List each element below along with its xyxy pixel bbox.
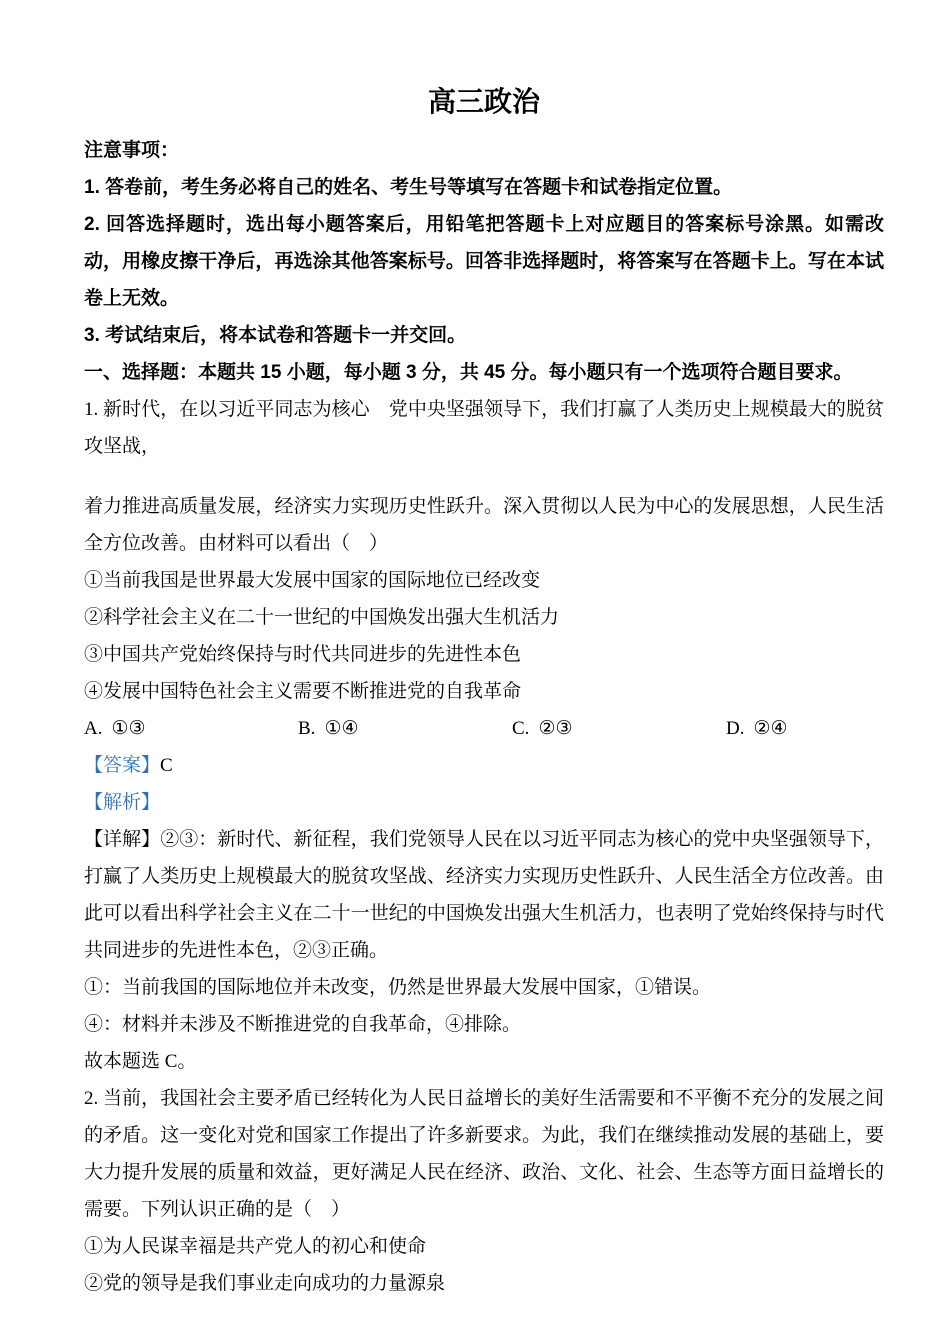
- q1-analysis-label: 【解析】: [84, 792, 161, 813]
- q1-option-a-value: ①③: [111, 718, 146, 739]
- q1-options-row: [84, 710, 884, 747]
- q1-option-b: [298, 710, 512, 747]
- section-heading: 一、选择题：本题共 15 小题，每小题 3 分，共 45 分。每小题只有一个选项符合题目要求。: [84, 362, 853, 383]
- q1-stem-part1: 1. 新时代，在以习近平同志为核心 党中央坚强领导下，我们打赢了人类历史上规模最大的脱贫攻坚战，: [84, 399, 884, 457]
- notice-item-2: 2. 回答选择题时，选出每小题答案后，用铅笔把答题卡上对应题目的答案标号涂黑。如需改动，用橡皮擦干净后，再选涂其他答案标号。回答非选择题时，将答案写在答题卡上。写在本试卷上无效。: [84, 214, 884, 309]
- q1-detail-text-1: ②③：新时代、新征程，我们党领导人民在以习近平同志为核心的党中央坚强领导下，打赢了人类历史上规模最大的脱贫攻坚战、经济实力实现历史性跃升、人民生活全方位改善。由此可以看出科学社会主义在二十一世纪的中国焕发出强大生机活力，也表明了党始终保持与时代共同进步的先进性本色，②③正确。: [84, 829, 884, 961]
- q1-answer-line: [84, 747, 884, 784]
- q1-option-a: [84, 710, 298, 747]
- q2-statement-1: ①为人民谋幸福是共产党人的初心和使命: [84, 1236, 427, 1257]
- q1-detail-label: 【详解】: [84, 829, 161, 850]
- q1-option-b-value: ①④: [324, 718, 359, 739]
- q1-option-c-value: ②③: [538, 718, 573, 739]
- q1-answer-label: 【答案】: [84, 755, 161, 776]
- q1-option-d: [726, 710, 788, 747]
- q2-stem: 2. 当前，我国社会主要矛盾已经转化为人民日益增长的美好生活需要和不平衡不充分的发展之间的矛盾。这一变化对党和国家工作提出了许多新要求。为此，我们在继续推动发展的基础上，要大力提升发展的质量和效益，更好满足人民在经济、政治、文化、社会、生态等方面日益增长的需要。下列认识正确的是（ ）: [84, 1088, 884, 1220]
- q1-answer-value: C: [160, 755, 173, 776]
- q1-option-d-value: ②④: [753, 718, 788, 739]
- q1-option-c: [512, 710, 726, 747]
- q1-statement-3: ③中国共产党始终保持与时代共同进步的先进性本色: [84, 644, 522, 665]
- q1-statement-1: ①当前我国是世界最大发展中国家的国际地位已经改变: [84, 570, 541, 591]
- q1-statement-4: ④发展中国特色社会主义需要不断推进党的自我革命: [84, 681, 522, 702]
- notice-item-1: 1. 答卷前，考生务必将自己的姓名、考生号等填写在答题卡和试卷指定位置。: [84, 177, 733, 198]
- q1-option-b-label: B.: [298, 718, 316, 739]
- q1-statement-2: ②科学社会主义在二十一世纪的中国焕发出强大生机活力: [84, 607, 560, 628]
- page-title: 高三政治: [427, 86, 540, 117]
- q1-detail-paragraph-2: ①：当前我国的国际地位并未改变，仍然是世界最大发展中国家，①错误。: [84, 977, 712, 998]
- q1-option-d-label: D.: [726, 718, 745, 739]
- q2-statement-2: ②党的领导是我们事业走向成功的力量源泉: [84, 1273, 446, 1294]
- q1-detail-paragraph-3: ④：材料并未涉及不断推进党的自我革命，④排除。: [84, 1014, 522, 1035]
- notice-heading: 注意事项：: [84, 140, 180, 161]
- q1-option-a-label: A.: [84, 718, 103, 739]
- q1-option-c-label: C.: [512, 718, 530, 739]
- q1-stem-part2: 着力推进高质量发展，经济实力实现历史性跃升。深入贯彻以人民为中心的发展思想，人民生活全方位改善。由材料可以看出（ ）: [84, 496, 884, 554]
- q1-detail-conclusion: 故本题选 C。: [84, 1051, 197, 1072]
- q1-detail-paragraph-1: [84, 821, 884, 969]
- notice-item-3: 3. 考试结束后，将本试卷和答题卡一并交回。: [84, 325, 467, 346]
